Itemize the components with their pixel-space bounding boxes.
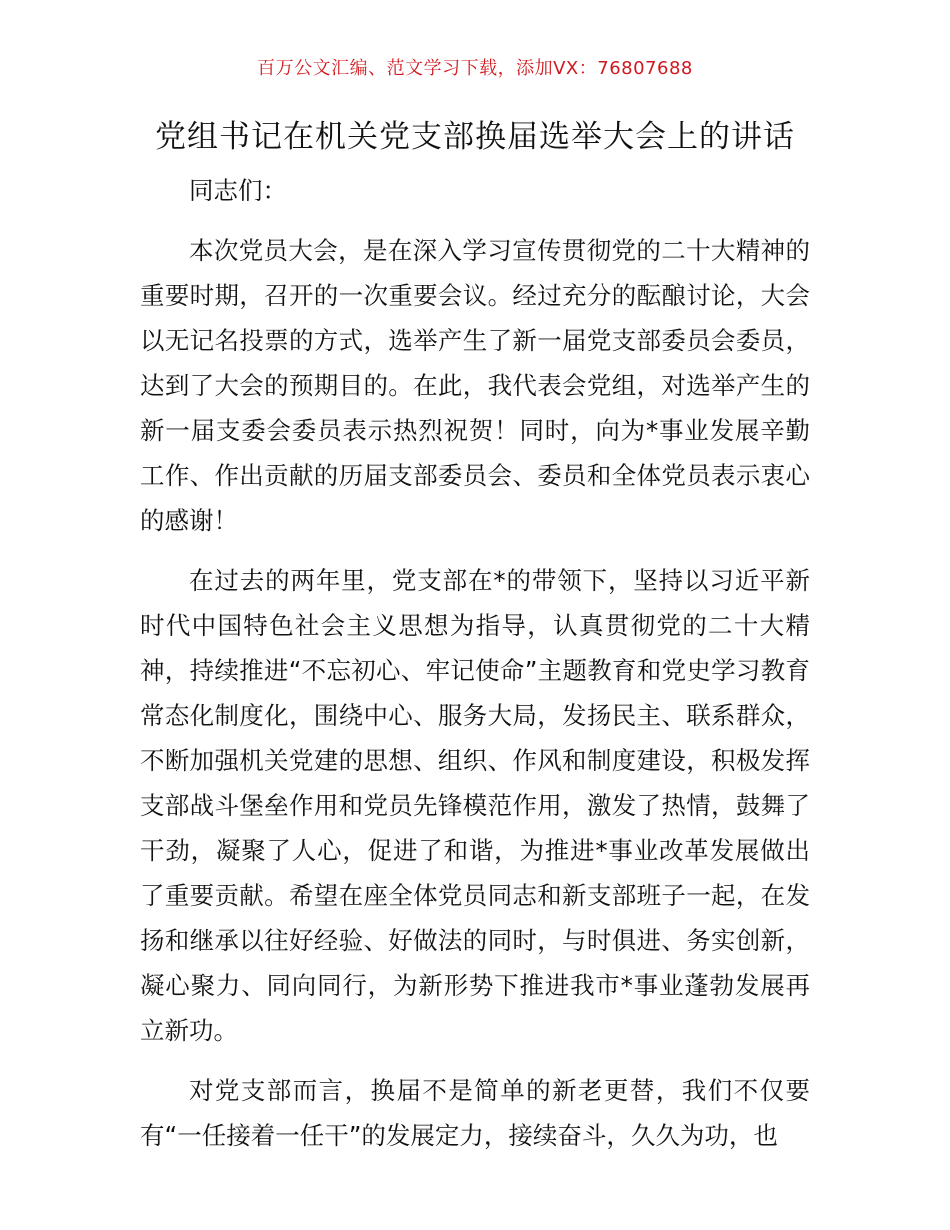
paragraph: 在过去的两年里，党支部在*的带领下，坚持以习近平新时代中国特色社会主义思想为指导，认真贯彻党的二十大精神，持续推进“不忘初心、牢记使命”主题教育和党史学习教育常态化制度化，围绕中心、服务大局，发扬民主、联系群众，不断加强机关党建的思想、组织、作风和制度建设，积极发挥支部战斗堡垒作用和党员先锋模范作用，激发了热情，鼓舞了干劲，凝聚了人心，促进了和谐，为推进*事业改革发展做出了重要贡献。希望在座全体党员同志和新支部班子一起，在发扬和继承以往好经验、好做法的同时，与时俱进、务实创新，凝心聚力、同向同行，为新形势下推进我市*事业蓬勃发展再立新功。 (140, 566, 810, 1045)
document-body (140, 168, 810, 1173)
paragraph: 对党支部而言，换届不是简单的新老更替，我们不仅要有“一任接着一任干”的发展定力，接续奋斗，久久为功，也 (140, 1076, 810, 1150)
watermark-header-note: 百万公文汇编、范文学习下载，添加VX：76807688 (257, 58, 693, 79)
salutation: 同志们： (189, 176, 287, 205)
document-title: 党组书记在机关党支部换届选举大会上的讲话 (155, 119, 795, 155)
paragraph: 本次党员大会，是在深入学习宣传贯彻党的二十大精神的重要时期，召开的一次重要会议。经过充分的酝酿讨论，大会以无记名投票的方式，选举产生了新一届党支部委员会委员，达到了大会的预期目的。在此，我代表会党组，对选举产生的新一届支委会委员表示热烈祝贺！同时，向为*事业发展辛勤工作、作出贡献的历届支部委员会、委员和全体党员表示衷心的感谢！ (140, 236, 810, 535)
